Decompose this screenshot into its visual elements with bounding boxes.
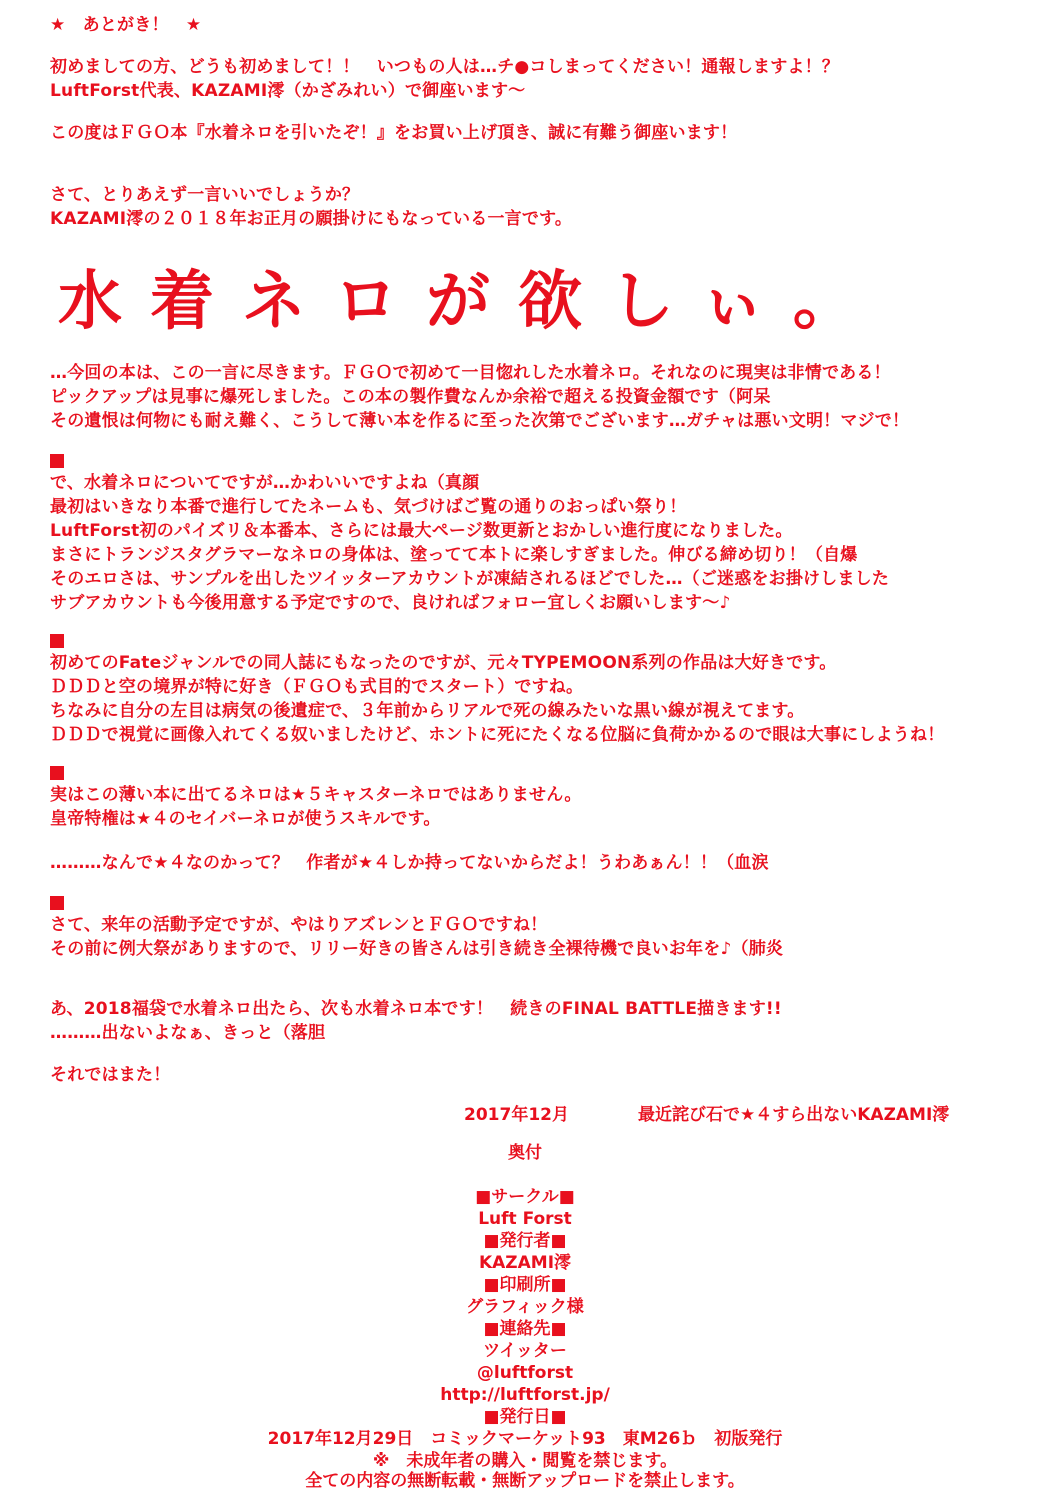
section-bullet bbox=[50, 450, 64, 472]
paragraph-line: …今回の本は、この一言に尽きます。ＦＧＯで初めて一目惚れした水着ネロ。それなのに現実は非情である！ bbox=[50, 363, 891, 383]
colophon-title: 奥付 bbox=[508, 1143, 542, 1163]
paragraph-line: ちなみに自分の左目は病気の後遺症で、３年前からリアルで死の線みたいな黒い線が視えてます。 bbox=[50, 701, 805, 721]
paragraph-line: サブアカウントも今後用意する予定ですので、良ければフォロー宜しくお願いします～♪ bbox=[50, 593, 731, 613]
paragraph-line: そのエロさは、サンプルを出したツイッターアカウントが凍結されるほどでした…（ご迷惑をお掛けしました bbox=[50, 569, 890, 589]
colophon-url: http://luftforst.jp/ bbox=[440, 1385, 610, 1405]
square-bullet-icon bbox=[50, 454, 64, 468]
colophon-line: KAZAMI澪 bbox=[478, 1253, 572, 1273]
section-bullet bbox=[50, 762, 64, 784]
paragraph-line: ………なんで★４なのかって？ 作者が★４しか持ってないからだよ！うわあぁん！！（血涙 bbox=[50, 853, 769, 873]
intro-line: さて、とりあえず一言いいでしょうか？ bbox=[50, 185, 360, 205]
paragraph-line: さて、来年の活動予定ですが、やはりアズレンとＦＧＯですね！ bbox=[50, 915, 548, 935]
paragraph-line: で、水着ネロについてですが…かわいいですよね（真顔 bbox=[50, 473, 480, 493]
colophon-line: ■発行者■ bbox=[483, 1231, 567, 1251]
square-bullet-icon bbox=[50, 896, 64, 910]
signature-author: 最近詫び石で★４すら出ないKAZAMI澪 bbox=[638, 1105, 950, 1125]
colophon-line: ※ 未成年者の購入・閲覧を禁じます。 bbox=[372, 1451, 678, 1471]
colophon-line: ■印刷所■ bbox=[483, 1275, 567, 1295]
colophon-line: グラフィック様 bbox=[466, 1297, 584, 1317]
paragraph-line: 皇帝特権は★４のセイバーネロが使うスキルです。 bbox=[50, 809, 441, 829]
paragraph-line: その遺恨は何物にも耐え難く、こうして薄い本を作るに至った次第でございます…ガチャは悪い文明！マジで！ bbox=[50, 411, 910, 431]
paragraph-line: 初めてのFateジャンルでの同人誌にもなったのですが、元々TYPEMOON系列の作品は大好きです。 bbox=[50, 653, 837, 673]
paragraph-line: ………出ないよなぁ、きっと（落胆 bbox=[50, 1023, 326, 1043]
paragraph-line: その前に例大祭がありますので、リリー好きの皆さんは引き続き全裸待機で良いお年を♪（肺炎 bbox=[50, 939, 784, 959]
paragraph-line: ピックアップは見事に爆死しました。この本の製作費なんか余裕で超える投資金額です（阿呆 bbox=[50, 387, 771, 407]
signature-date: 2017年12月 bbox=[464, 1105, 569, 1125]
colophon-line: ツイッター bbox=[483, 1341, 567, 1361]
square-bullet-icon bbox=[50, 634, 64, 648]
colophon-line: 全ての内容の無断転載・無断アップロードを禁止します。 bbox=[305, 1471, 745, 1491]
colophon-line: Luft Forst bbox=[478, 1209, 572, 1229]
paragraph-line: LuftForst初のパイズリ＆本番本、さらには最大ページ数更新とおかしい進行度になりました。 bbox=[50, 521, 793, 541]
paragraph-line: ＤＤＤと空の境界が特に好き（ＦＧＯも式目的でスタート）ですね。 bbox=[50, 677, 584, 697]
colophon-line: @luftforst bbox=[476, 1363, 574, 1383]
paragraph-line: 実はこの薄い本に出てるネロは★５キャスターネロではありません。 bbox=[50, 785, 582, 805]
colophon-line: ■サークル■ bbox=[475, 1187, 575, 1207]
intro-line: 初めましての方、どうも初めまして！！ いつもの人は…チ●コしまってください！通報しますよ！？ bbox=[50, 57, 840, 77]
square-bullet-icon bbox=[50, 766, 64, 780]
colophon-line: 2017年12月29日 コミックマーケット93 東M26ｂ 初版発行 bbox=[267, 1429, 783, 1449]
colophon-line: ■連絡先■ bbox=[483, 1319, 567, 1339]
paragraph-line: ＤＤＤで視覚に画像入れてくる奴いましたけど、ホントに死にたくなる位脳に負荷かかるので眼は大事にしようね！ bbox=[50, 725, 945, 745]
closing-line: それではまた！ bbox=[50, 1065, 171, 1085]
intro-line: LuftForst代表、KAZAMI澪（かざみれい）で御座います～ bbox=[50, 81, 526, 101]
afterword-heading: ★ あとがき！ ★ bbox=[50, 15, 202, 35]
section-bullet bbox=[50, 892, 64, 914]
colophon-line: ■発行日■ bbox=[483, 1407, 567, 1427]
paragraph-line: まさにトランジスタグラマーなネロの身体は、塗ってて本トに楽しすぎました。伸びる締め切り！（自爆 bbox=[50, 545, 858, 565]
intro-line: この度はＦＧＯ本『水着ネロを引いたぞ！』をお買い上げ頂き、誠に有難う御座います！ bbox=[50, 123, 738, 143]
big-headline: 水着ネロが欲しぃ。 bbox=[58, 265, 885, 339]
paragraph-line: あ、2018福袋で水着ネロ出たら、次も水着ネロ本です！ 続きのFINAL BATTLE描きます!! bbox=[50, 999, 782, 1019]
section-bullet bbox=[50, 630, 64, 652]
intro-line: KAZAMI澪の２０１８年お正月の願掛けにもなっている一言です。 bbox=[50, 209, 573, 229]
paragraph-line: 最初はいきなり本番で進行してたネームも、気づけばご覧の通りのおっぱい祭り！ bbox=[50, 497, 687, 517]
